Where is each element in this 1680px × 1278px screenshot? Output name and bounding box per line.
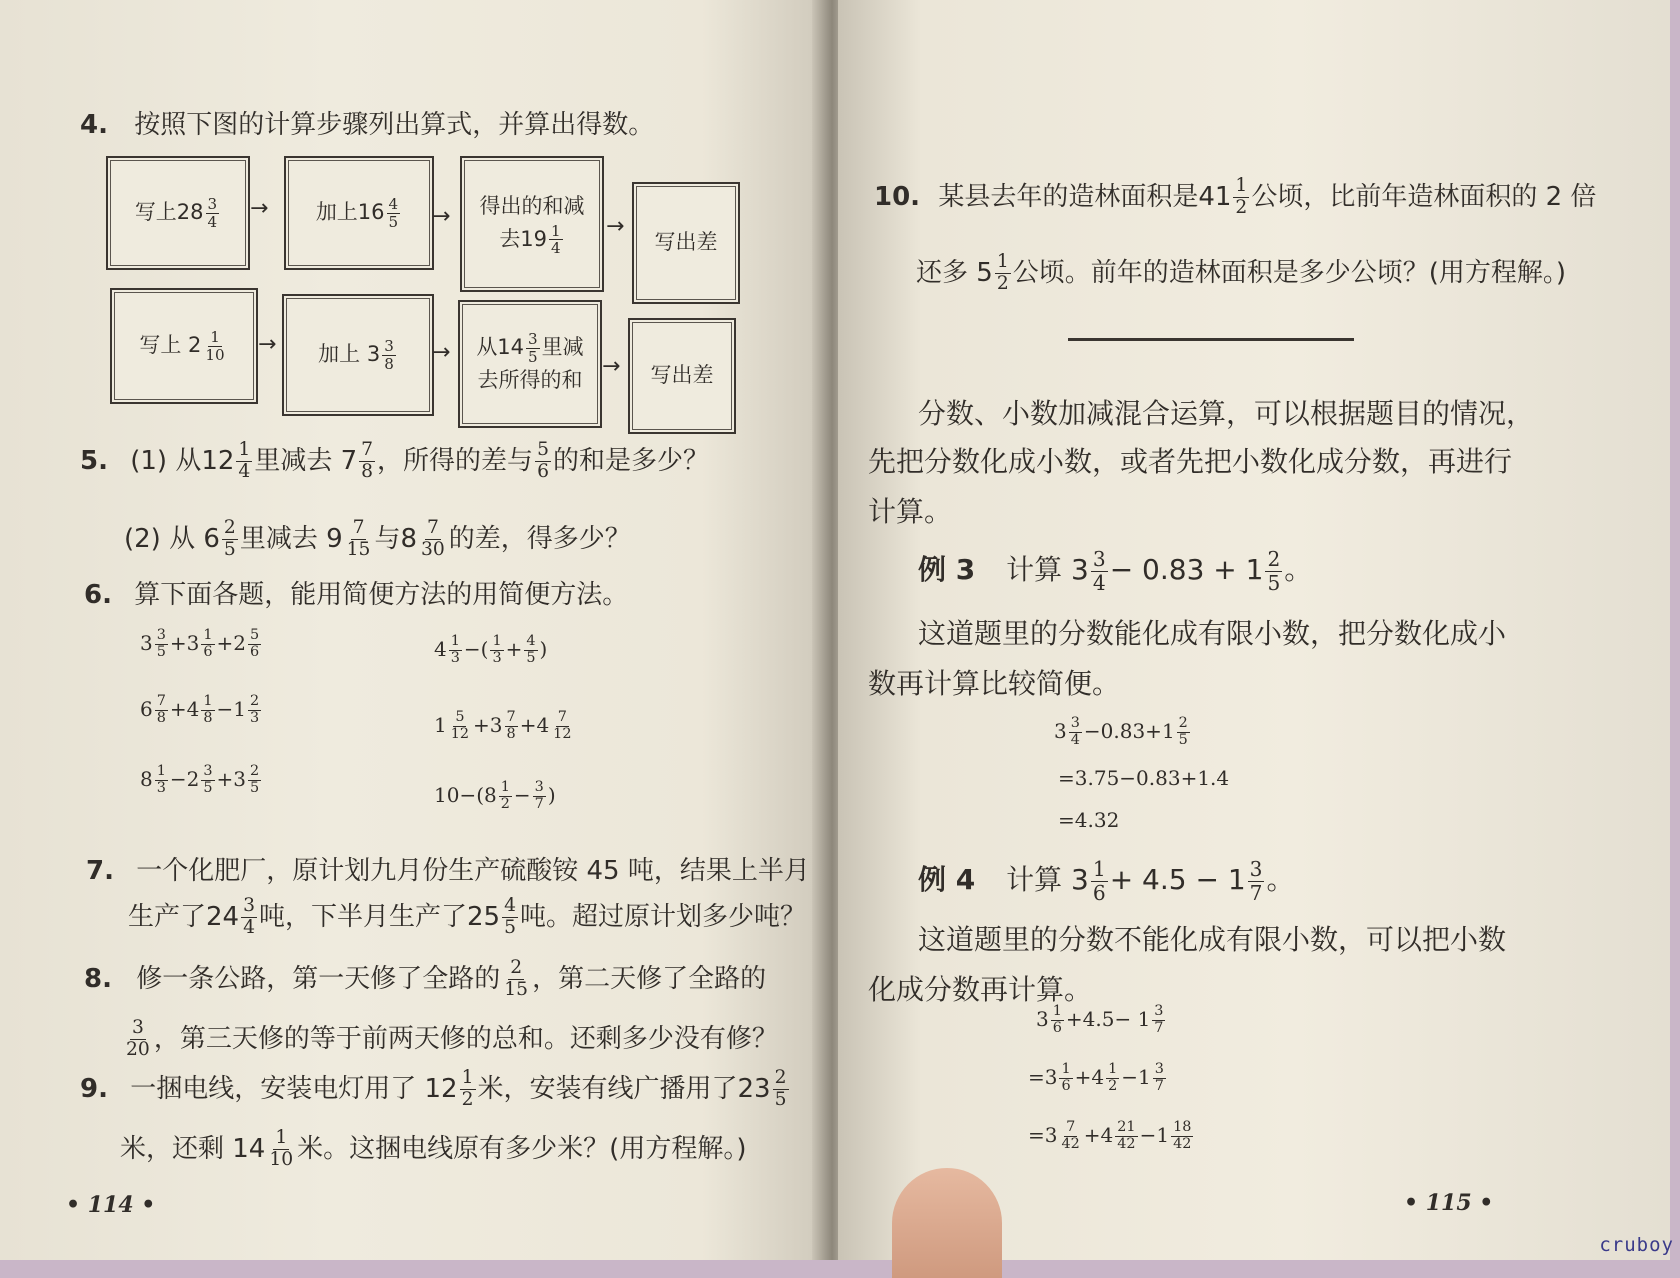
question-5-part-1: 5. (1) 从12 $\frac{1}{4}$ 里减去 7 $\frac{7}{8}$ ，所得的差与 $\frac{5}{6}$ 的和是多少？ (80, 439, 709, 482)
question-7-line-2: 生产了24 $\frac{3}{4}$ 吨，下半月生产了25 $\frac{4}{5}$ 吨。超过原计划多少吨？ (128, 895, 807, 938)
flow1-box-2: 加上16 $\frac{4}{5}$ (284, 156, 434, 270)
example-3: 例 3 计算 3 $\frac{3}{4}$ − 0.83 + 1 $\frac{2}{5}$ 。 (918, 547, 1313, 595)
right-page (838, 0, 1670, 1260)
q6-expr-2a: 6 $\frac{7}{8}$ +4 $\frac{1}{8}$ −1 $\frac{2}{3}$ (140, 693, 260, 726)
flow-arrow: → (606, 214, 625, 239)
q6-expr-1b: 4 $\frac{1}{3}$ −( $\frac{1}{3}$ + $\frac{4}{5}$ ) (434, 633, 548, 666)
page-number-left: • 114 • (66, 1192, 156, 1218)
flow1-box-1: 写上28 $\frac{3}{4}$ (106, 156, 250, 270)
flow-arrow: → (602, 354, 621, 379)
left-page (0, 0, 826, 1260)
question-8-line-1: 8. 修一条公路，第一天修了全路的 $\frac{2}{15}$ ，第二天修了全路的 (84, 957, 767, 1000)
calc-4-line-3: =3 $\frac{7}{42}$ +4 $\frac{21}{42}$ −1 $\frac{18}{42}$ (1028, 1119, 1192, 1152)
para-1-line-1: 分数、小数加减混合运算，可以根据题目的情况， (918, 397, 1535, 430)
q6-expr-3b: 10−(8 $\frac{1}{2}$ − $\frac{3}{7}$ ) (434, 779, 556, 812)
flow2-box-4: 写出差 (628, 318, 736, 434)
flow-arrow: → (432, 340, 451, 365)
thumb (892, 1168, 1002, 1278)
question-7-line-1: 7. 一个化肥厂，原计划九月份生产硫酸铵 45 吨，结果上半月 (86, 856, 810, 886)
flow2-box-3: 从14 $\frac{3}{5}$ 里减 去所得的和 (458, 300, 602, 428)
question-8-line-2: $\frac{3}{20}$ ，第三天修的等于前两天修的总和。还剩多少没有修？ (126, 1017, 778, 1060)
calc-4-line-2: =3 $\frac{1}{6}$ +4 $\frac{1}{2}$ −1 $\frac{3}{7}$ (1028, 1061, 1164, 1094)
example-4: 例 4 计算 3 $\frac{1}{6}$ + 4.5 − 1 $\frac{3}{7}$ 。 (918, 857, 1295, 905)
calc-4-line-1: 3 $\frac{1}{6}$ +4.5− 1 $\frac{3}{7}$ (1036, 1003, 1164, 1036)
flow2-box-2: 加上 3 $\frac{3}{8}$ (282, 294, 434, 416)
question-9-line-1: 9. 一捆电线，安装电灯用了 12 $\frac{1}{2}$ 米，安装有线广播用了23 $\frac{2}{5}$ (80, 1067, 787, 1110)
q6-expr-2b: 1 $\frac{5}{12}$ +3 $\frac{7}{8}$ +4 $\frac{7}{12}$ (434, 709, 572, 742)
watermark: cruboy (1599, 1234, 1674, 1256)
para-3-line-1: 这道题里的分数不能化成有限小数，可以把小数 (918, 923, 1507, 956)
question-6: 6. 算下面各题，能用简便方法的用简便方法。 (84, 580, 629, 610)
q6-expr-3a: 8 $\frac{1}{3}$ −2 $\frac{3}{5}$ +3 $\frac{2}{5}$ (140, 763, 260, 796)
question-9-line-2: 米，还剩 14 $\frac{1}{10}$ 米。这捆电线原有多少米？(用方程解。) (120, 1127, 747, 1170)
flow-arrow: → (432, 204, 451, 229)
q6-expr-1a: 3 $\frac{3}{5}$ +3 $\frac{1}{6}$ +2 $\frac{5}{6}$ (140, 627, 260, 660)
question-10-line-1: 10. 某县去年的造林面积是41 $\frac{1}{2}$ 公顷，比前年造林面积的 2 倍 (874, 175, 1597, 218)
para-2-line-2: 数再计算比较简便。 (868, 667, 1121, 700)
question-5-part-2: (2) 从 6 $\frac{2}{5}$ 里减去 9 $\frac{7}{15}$ 与8 $\frac{7}{30}$ 的差，得多少？ (124, 517, 631, 560)
page-number-right: • 115 • (1404, 1190, 1494, 1216)
para-3-line-2: 化成分数再计算。 (868, 973, 1093, 1006)
flow-arrow: → (258, 332, 277, 357)
question-10-line-2: 还多 5 $\frac{1}{2}$ 公顷。前年的造林面积是多少公顷？(用方程解。) (916, 251, 1567, 294)
para-1-line-3: 计算。 (868, 495, 953, 528)
section-divider (1068, 338, 1354, 341)
calc-3-line-3: =4.32 (1058, 808, 1120, 832)
para-1-line-2: 先把分数化成小数，或者先把小数化成分数，再进行 (868, 445, 1513, 478)
flow1-box-3: 得出的和减 去19 $\frac{1}{4}$ (460, 156, 604, 292)
flow2-box-1: 写上 2 $\frac{1}{10}$ (110, 288, 258, 404)
calc-3-line-1: 3 $\frac{3}{4}$ −0.83+1 $\frac{2}{5}$ (1054, 715, 1188, 748)
calc-3-line-2: =3.75−0.83+1.4 (1058, 766, 1230, 790)
question-4: 4. 按照下图的计算步骤列出算式，并算出得数。 (80, 110, 655, 140)
flow-arrow: → (250, 196, 269, 221)
para-2-line-1: 这道题里的分数能化成有限小数，把分数化成小 (918, 617, 1507, 650)
flow1-box-4: 写出差 (632, 182, 740, 304)
